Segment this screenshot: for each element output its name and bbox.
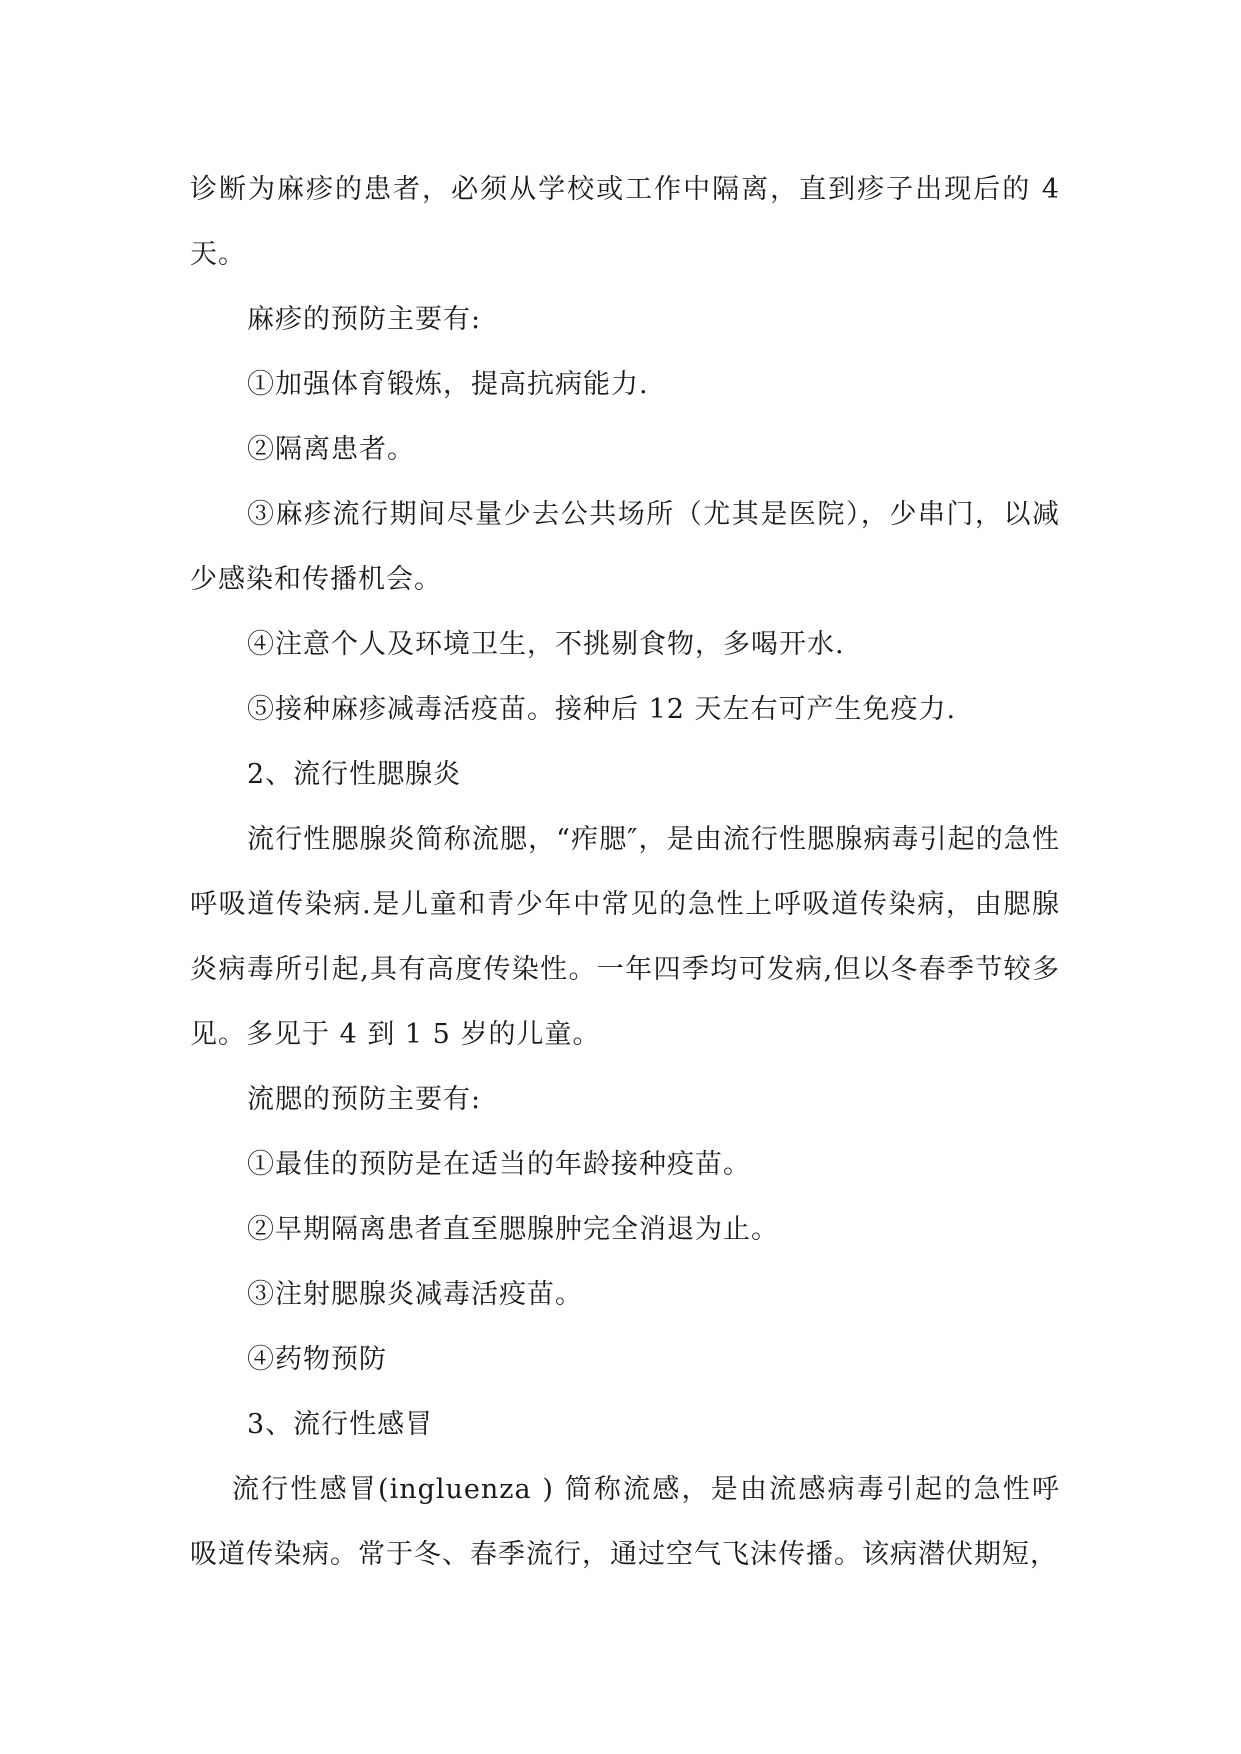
measles-prevention-item-3: ③麻疹流行期间尽量少去公共场所（尤其是医院），少串门，以减少感染和传播机会。 (190, 499, 1060, 595)
influenza-description-paragraph: 流行性感冒(ingluenza ) 简称流感，是由流感病毒引起的急性呼吸道传染病。常于冬、春季流行，通过空气飞沫传播。该病潜伏期短， (190, 1474, 1060, 1570)
measles-prevention-item-2: ②隔离患者。 (247, 434, 415, 465)
measles-prevention-item-1: ①加强体育锻炼，提高抗病能力. (247, 369, 649, 400)
mumps-prevention-item-1: ①最佳的预防是在适当的年龄接种疫苗。 (247, 1149, 751, 1180)
mumps-description-paragraph: 流行性腮腺炎简称流腮，“痄腮″，是由流行性腮腺病毒引起的急性呼吸道传染病.是儿童和青少年中常见的急性上呼吸道传染病，由腮腺炎病毒所引起,具有高度传染性。一年四季均可发病,但以冬春季节较多见。多见于 4 到 1 5 岁的儿童。 (190, 824, 1060, 1050)
measles-isolation-paragraph: 诊断为麻疹的患者，必须从学校或工作中隔离，直到疹子出现后的 4 天。 (190, 174, 1060, 270)
mumps-prevention-item-2: ②早期隔离患者直至腮腺肿完全消退为止。 (247, 1214, 779, 1245)
measles-prevention-item-4: ④注意个人及环境卫生，不挑剔食物，多喝开水. (247, 629, 845, 660)
mumps-prevention-intro: 流腮的预防主要有: (247, 1084, 482, 1115)
mumps-prevention-item-3: ③注射腮腺炎减毒活疫苗。 (247, 1279, 583, 1310)
measles-prevention-item-5: ⑤接种麻疹减毒活疫苗。接种后 12 天左右可产生免疫力. (247, 694, 957, 725)
mumps-prevention-item-4: ④药物预防 (247, 1344, 387, 1375)
section-heading-mumps: 2、流行性腮腺炎 (247, 759, 462, 790)
document-body (190, 157, 1060, 1587)
section-heading-influenza: 3、流行性感冒 (247, 1409, 434, 1440)
measles-prevention-intro: 麻疹的预防主要有: (247, 304, 482, 335)
